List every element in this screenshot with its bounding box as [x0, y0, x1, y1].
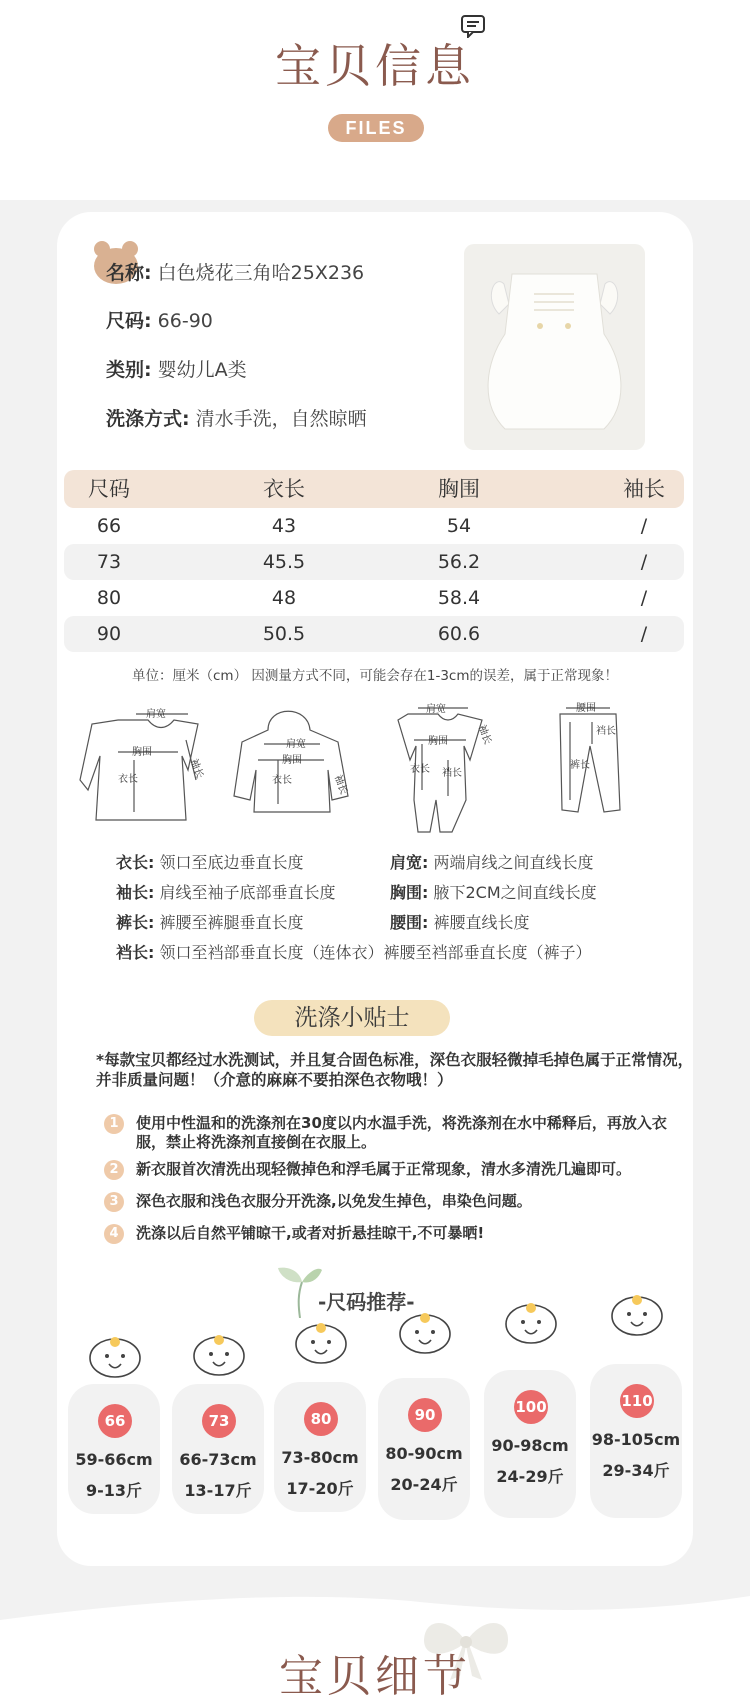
- size-rec-item: [68, 1326, 160, 1514]
- wash-tips-title: 洗涤小贴士: [254, 1000, 450, 1036]
- size-rec-item: [378, 1310, 470, 1498]
- size-card: [68, 1384, 160, 1514]
- dress-diagram: [80, 714, 198, 820]
- height-range: 98-105cm: [591, 1430, 681, 1449]
- definition-desc: 领口至底边垂直长度: [159, 853, 304, 872]
- baby-face-icon: [88, 1334, 142, 1378]
- tip-number: 4: [104, 1224, 124, 1244]
- pants-length-label: 裤长: [570, 760, 590, 771]
- definition-term: 腰围:: [390, 913, 429, 932]
- wash-tip: [104, 1114, 684, 1152]
- height-range: 59-66cm: [75, 1450, 153, 1469]
- tip-text: 深色衣服和浅色衣服分开洗涤,以免发生掉色，串染色问题。: [136, 1192, 532, 1210]
- product-name-row: [106, 258, 364, 285]
- shoulder-label: 肩宽: [146, 709, 166, 720]
- tip-text: 使用中性温和的洗涤剂在30度以内水温手洗，将洗涤剂在水中稀释后，再放入衣服，禁止将洗涤剂直接倒在衣服上。: [136, 1114, 667, 1151]
- size-rec-item: [172, 1326, 264, 1514]
- baby-face-icon: [294, 1320, 348, 1364]
- table-cell: 66: [96, 515, 122, 537]
- size-card: [378, 1378, 470, 1520]
- baby-face-icon: [192, 1332, 246, 1376]
- product-category-value: 婴幼儿A类: [157, 359, 247, 381]
- footer-title: 宝贝细节: [279, 1651, 471, 1699]
- size-badge: 100: [514, 1390, 548, 1424]
- romper-crotch-label: 裆长: [442, 768, 462, 779]
- size-badge: 90: [408, 1398, 442, 1432]
- hoodie-chest-label: 胸围: [282, 755, 302, 766]
- table-cell: 60.6: [437, 623, 481, 645]
- product-category-label: 类别:: [106, 359, 152, 381]
- tip-number: 1: [104, 1114, 124, 1134]
- product-wash-value: 清水手洗，自然晾晒: [195, 408, 367, 430]
- table-cell: 45.5: [262, 551, 306, 573]
- height-range: 66-73cm: [179, 1450, 257, 1469]
- size-card: [274, 1382, 366, 1512]
- definition-desc: 裤腰至裤腿垂直长度: [159, 913, 304, 932]
- page-title: 宝贝信息: [275, 39, 475, 93]
- size-badge: 110: [620, 1384, 654, 1418]
- definition-item: [390, 880, 597, 903]
- definition-item: [116, 850, 304, 873]
- length-label: 衣长: [118, 774, 138, 785]
- baby-face-icon: [398, 1310, 452, 1354]
- table-header: [64, 470, 684, 508]
- table-cell: 58.4: [437, 587, 481, 609]
- product-size-row: [106, 306, 213, 333]
- product-size-value: 66-90: [157, 310, 213, 332]
- table-cell: /: [640, 623, 648, 645]
- romper-shoulder-label: 肩宽: [426, 704, 446, 715]
- size-card: [590, 1364, 682, 1518]
- weight-range: 24-29斤: [496, 1467, 564, 1486]
- sleeve-label: 袖长: [187, 757, 205, 781]
- size-badge: 80: [304, 1402, 338, 1436]
- table-row: [64, 544, 684, 580]
- tip-number: 3: [104, 1192, 124, 1212]
- definition-term: 袖长:: [116, 883, 155, 902]
- definition-item: [390, 910, 530, 933]
- romper-length-label: 衣长: [410, 764, 430, 775]
- baby-face-icon: [610, 1292, 664, 1336]
- table-row: [64, 616, 684, 652]
- table-header-cell: 衣长: [263, 477, 305, 501]
- definition-desc: 领口至裆部垂直长度（连体衣）裤腰至裆部垂直长度（裤子）: [159, 943, 592, 962]
- chest-label: 胸围: [132, 747, 152, 758]
- definition-item: [116, 880, 336, 903]
- tip-text: 洗涤以后自然平铺晾干,或者对折悬挂晾干,不可暴晒!: [136, 1224, 485, 1242]
- files-badge: FILES: [328, 114, 424, 142]
- size-table: [64, 470, 684, 652]
- definition-desc: 腋下2CM之间直线长度: [433, 883, 597, 902]
- product-wash-label: 洗涤方式:: [106, 408, 190, 430]
- table-cell: 43: [271, 515, 297, 537]
- hoodie-length-label: 衣长: [272, 775, 292, 786]
- size-rec-item: [274, 1318, 366, 1506]
- table-cell: 48: [271, 587, 297, 609]
- height-range: 90-98cm: [491, 1436, 569, 1455]
- wash-intro: *每款宝贝都经过水洗测试，并且复合固色标准，深色衣服轻微掉毛掉色属于正常情况，并非质量问题！（介意的麻麻不要拍深色衣物哦！）: [96, 1051, 694, 1089]
- tip-text: 新衣服首次清洗出现轻微掉色和浮毛属于正常现象，清水多清洗几遍即可。: [136, 1160, 632, 1178]
- height-range: 80-90cm: [385, 1444, 463, 1463]
- table-cell: /: [640, 587, 648, 609]
- sprout-icon: [276, 1264, 324, 1318]
- product-size-label: 尺码:: [106, 310, 152, 332]
- weight-range: 29-34斤: [602, 1461, 670, 1480]
- wash-tip: [104, 1192, 684, 1211]
- definition-item: [116, 910, 304, 933]
- size-badge: 66: [98, 1404, 132, 1438]
- weight-range: 20-24斤: [390, 1475, 458, 1494]
- baby-face-icon: [504, 1300, 558, 1344]
- product-category-row: [106, 355, 247, 382]
- definition-desc: 两端肩线之间直线长度: [433, 853, 594, 872]
- pants-diagram: [560, 708, 620, 812]
- weight-range: 13-17斤: [184, 1481, 252, 1500]
- pants-crotch-label: 裆长: [596, 726, 616, 737]
- definition-term: 衣长:: [116, 853, 155, 872]
- size-rec-item: [484, 1300, 576, 1488]
- height-range: 73-80cm: [281, 1448, 359, 1467]
- weight-range: 17-20斤: [286, 1479, 354, 1498]
- size-card: [484, 1370, 576, 1518]
- table-cell: 90: [96, 623, 122, 645]
- definition-term: 裤长:: [116, 913, 155, 932]
- weight-range: 9-13斤: [85, 1481, 143, 1500]
- waist-label: 腰围: [576, 703, 596, 714]
- size-rec-title: -尺码推荐-: [318, 1290, 415, 1314]
- table-row: [64, 508, 684, 544]
- definition-term: 肩宽:: [390, 853, 429, 872]
- wash-tip: [104, 1160, 684, 1179]
- definition-term: 裆长:: [116, 943, 155, 962]
- product-name-label: 名称:: [106, 262, 152, 284]
- unit-note: 单位：厘米（cm） 因测量方式不同，可能会存在1-3cm的误差，属于正常现象！: [132, 668, 618, 684]
- table-header-cell: 胸围: [438, 477, 480, 501]
- product-wash-row: [106, 404, 367, 431]
- wash-tip: [104, 1224, 684, 1243]
- table-row: [64, 580, 684, 616]
- product-name-value: 白色烧花三角哈25X236: [157, 262, 365, 284]
- definition-term: 胸围:: [390, 883, 429, 902]
- comment-icon[interactable]: [460, 14, 486, 38]
- table-cell: /: [640, 515, 648, 537]
- size-card: [172, 1384, 264, 1514]
- product-photo: [464, 244, 645, 450]
- definition-desc: 肩线至袖子底部垂直长度: [159, 883, 336, 902]
- hoodie-shoulder-label: 肩宽: [286, 739, 306, 750]
- size-rec-item: [590, 1292, 682, 1480]
- table-header-cell: 袖长: [623, 477, 665, 501]
- table-cell: 56.2: [437, 551, 481, 573]
- romper-chest-label: 胸围: [428, 736, 448, 747]
- hoodie-sleeve-label: 袖长: [331, 773, 349, 797]
- table-cell: /: [640, 551, 648, 573]
- table-cell: 50.5: [262, 623, 306, 645]
- table-cell: 73: [96, 551, 122, 573]
- definition-item: [116, 940, 592, 963]
- romper-sleeve-label: 袖长: [475, 723, 493, 747]
- table-header-cell: 尺码: [88, 477, 130, 501]
- tip-number: 2: [104, 1160, 124, 1180]
- measurement-diagrams: [78, 700, 688, 840]
- table-cell: 80: [96, 587, 122, 609]
- definition-item: [390, 850, 594, 873]
- definition-desc: 裤腰直线长度: [433, 913, 530, 932]
- table-cell: 54: [446, 515, 472, 537]
- size-badge: 73: [202, 1404, 236, 1438]
